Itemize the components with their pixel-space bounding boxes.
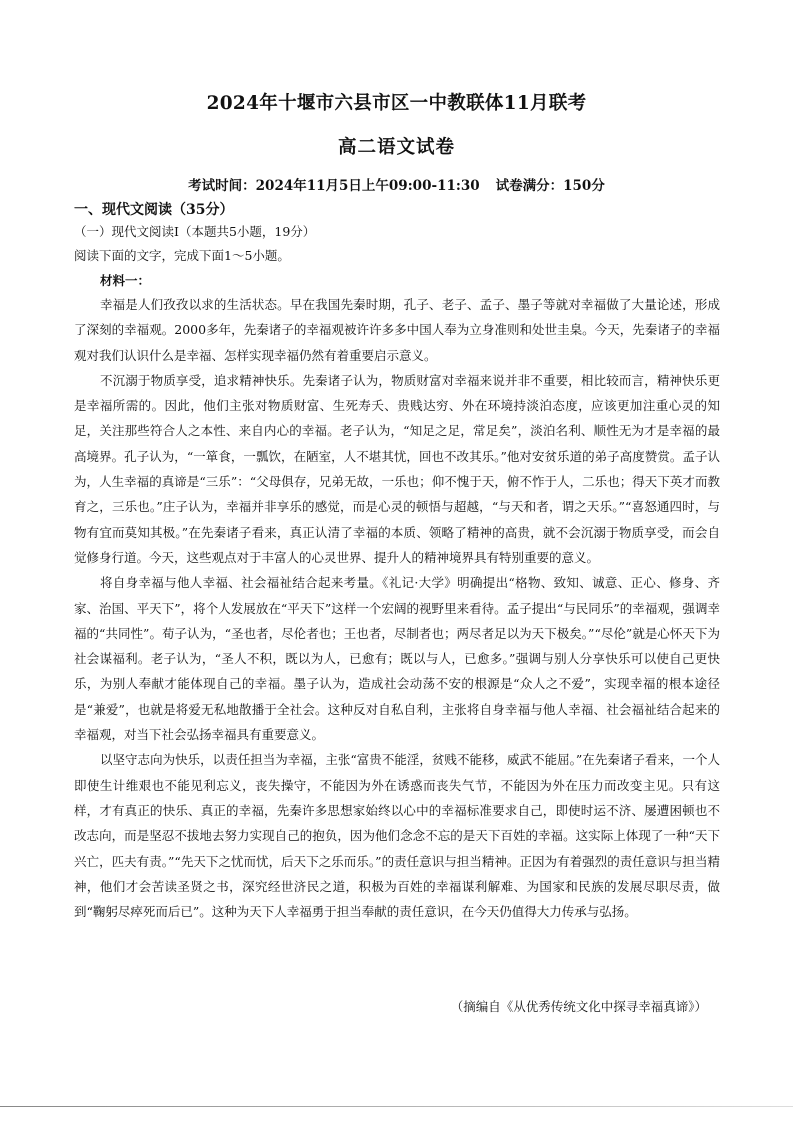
page-bottom-divider bbox=[0, 1106, 793, 1107]
exam-info bbox=[0, 174, 793, 194]
exam-time: 考试时间：2024年11月5日上午09:00-11:30 bbox=[188, 178, 480, 194]
material-label: 材料一： bbox=[100, 273, 151, 288]
paragraph: 以坚守志向为快乐，以责任担当为幸福，主张“富贵不能淫，贫贱不能移，威武不能屈。”在先秦诸子看来，一个人即使生计维艰也不能见利忘义，丧失操守，不能因为外在诱惑而丧失气节，不能因为外在压力而改变主见。只有这样，才有真正的快乐、真正的幸福，先秦许多思想家始终以心中的幸福标准要求自己，即使时运不济、屡遭困顿也不改志向，而是坚忍不拔地去努力实现自己的抱负，因为他们念念不忘的是天下百姓的幸福。这实际上体现了一种“天下兴亡，匹夫有责。”“先天下之忧而忧，后天下之乐而乐。”的责任意识与担当精神。正因为有着强烈的责任意识与担当精神，他们才会苦读圣贤之书，深究经世济民之道，积极为百姓的幸福谋利解难、为国家和民族的发展尽职尽责，做到“鞠躬尽瘁死而后已”。这种为天下人幸福勇于担当奉献的责任意识，在今天仍值得大力传承与弘扬。 bbox=[74, 752, 720, 920]
sub-heading: （一）现代文阅读Ⅰ（本题共5小题，19分） bbox=[74, 224, 316, 239]
paragraph: 将自身幸福与他人幸福、社会福祉结合起来考量。《礼记·大学》明确提出“格物、致知、诚意、正心、修身、齐家、治国、平天下”，将个人发展放在“平天下”这样一个宏阔的视野里来看待。孟子提出“与民同乐”的幸福观，强调幸福的“共同性”。荀子认为，“圣也者，尽伦者也；王也者，尽制者也；两尽者足以为天下极矣。”“尽伦”就是心怀天下为社会谋福利。老子认为，“圣人不积，既以为人，已愈有；既以与人，已愈多。”强调与别人分享快乐可以使自己更快乐，为别人奉献才能体现自己的幸福。墨子认为，造成社会动荡不安的根源是“众人之不爱”，实现幸福的根本途径是“兼爱”，也就是将爱无私地散播于全社会。这种反对自私自利，主张将自身幸福与他人幸福、社会福祉结合起来的幸福观，对当下社会弘扬幸福具有重要意义。 bbox=[74, 575, 720, 743]
paragraph: 幸福是人们孜孜以求的生活状态。早在我国先秦时期，孔子、老子、孟子、墨子等就对幸福做了大量论述，形成了深刻的幸福观。2000多年，先秦诸子的幸福观被许许多多中国人奉为立身准则和处世圭臬。今天，先秦诸子的幸福观对我们认识什么是幸福、怎样实现幸福仍然有着重要启示意义。 bbox=[74, 297, 720, 363]
paper-title: 高二语文试卷 bbox=[337, 137, 455, 158]
instruction: 阅读下面的文字，完成下面1～5小题。 bbox=[74, 248, 290, 263]
full-score: 试卷满分：150分 bbox=[495, 178, 605, 194]
paragraph: 不沉溺于物质享受，追求精神快乐。先秦诸子认为，物质财富对幸福来说并非不重要，相比较而言，精神快乐更是幸福所需的。因此，他们主张对物质财富、生死寿夭、贵贱达穷、外在环境持淡泊态度，应该更加注重心灵的知足，关注那些符合人之本性、来自内心的幸福。老子认为，“知足之足，常足矣”，淡泊名利、顺性无为才是幸福的最高境界。孔子认为，“一箪食，一瓢饮，在陋室，人不堪其忧，回也不改其乐。”他对安贫乐道的弟子高度赞赏。孟子认为，人生幸福的真谛是“三乐”：“父母俱存，兄弟无故，一乐也；仰不愧于天，俯不怍于人，二乐也；得天下英才而教育之，三乐也。”庄子认为，幸福并非享乐的感觉，而是心灵的顿悟与超越，“与天和者，谓之天乐。”“喜怒通四时，与物有宜而莫知其极。”在先秦诸子看来，真正认清了幸福的本质、领略了精神的高贵，就不会沉溺于物质享受，而会自觉修身行道。今天，这些观点对于丰富人的心灵世界、提升人的精神境界具有特别重要的意义。 bbox=[74, 372, 720, 565]
exam-title: 2024年十堰市六县市区一中教联体11月联考 bbox=[206, 93, 587, 114]
passage-body bbox=[74, 292, 720, 924]
source-citation: （摘编自《从优秀传统文化中探寻幸福真谛》） bbox=[450, 999, 707, 1014]
section-heading: 一、现代文阅读（35分） bbox=[74, 202, 234, 218]
